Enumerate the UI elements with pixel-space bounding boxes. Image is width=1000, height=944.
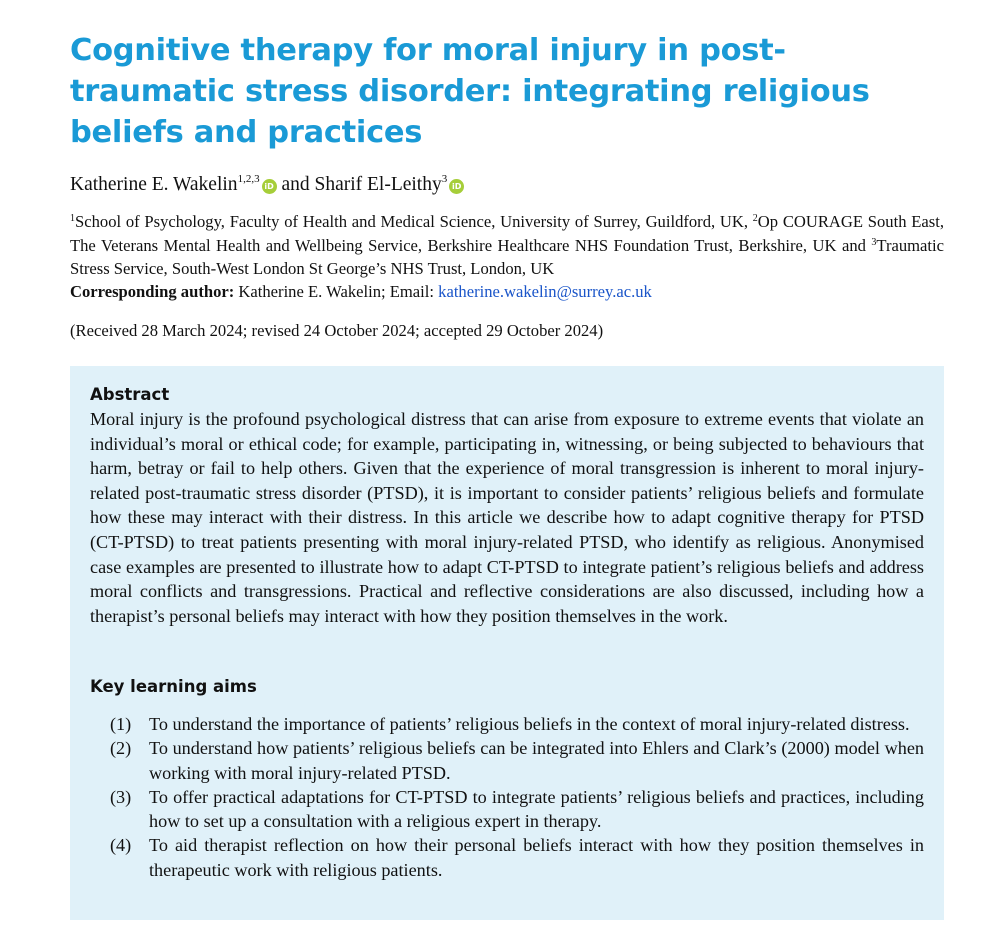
author-connector: and	[281, 174, 310, 195]
abstract-box	[70, 366, 944, 920]
author-name[interactable]: Sharif El-Leithy	[314, 174, 442, 195]
orcid-icon[interactable]: iD	[449, 179, 464, 194]
abstract-text: Moral injury is the profound psychological distress that can arise from exposure to extreme events that violate an individual’s moral or ethical code; for example, participating in, witnessing, or being subjected to behaviours that harm, betray or fail to help others. Given that the experience of moral transgression is inherent to moral injury-related post-traumatic stress disorder (PTSD), it is important to consider patients’ religious beliefs and formulate how these may interact with their distress. In this article we describe how to adapt cognitive therapy for PTSD (CT-PTSD) to treat patients presenting with moral injury-related PTSD, who identify as religious. Anonymised case examples are presented to illustrate how to adapt CT-PTSD to integrate patient’s religious beliefs and address moral conflicts and transgressions. Practical and reflective considerations are also discussed, including how a therapist’s personal beliefs may interact with how they position themselves in the work.	[90, 409, 924, 626]
affiliation-text: Traumatic Stress Service, South-West London St George’s NHS Trust, London, UK	[70, 235, 944, 278]
list-item	[110, 712, 924, 736]
list-item-number: (3)	[110, 786, 132, 807]
list-item-number: (1)	[110, 714, 132, 734]
affiliation-marker: 2	[752, 213, 758, 224]
list-item-text: To aid therapist reflection on how their personal beliefs interact with how they position themselves in therapeutic work with religious patients.	[149, 835, 924, 880]
author-affiliation-marker: 1,2,3	[237, 173, 260, 185]
list-item-text: To offer practical adaptations for CT-PTSD to integrate patients’ religious beliefs and practices, including how to set up a consultation with a religious expert in therapy.	[149, 786, 924, 832]
author-name[interactable]: Katherine E. Wakelin	[70, 174, 238, 195]
affiliation-text: School of Psychology, Faculty of Health and Medical Science, University of Surrey, Guildford, UK,	[75, 212, 753, 231]
author-affiliation-marker: 3	[441, 173, 448, 185]
email-link[interactable]: katherine.wakelin@surrey.ac.uk	[438, 282, 652, 301]
affiliation-marker: 3	[871, 236, 877, 248]
list-item	[110, 785, 924, 834]
aims-heading: Key learning aims	[90, 677, 257, 696]
orcid-icon[interactable]: iD	[262, 179, 277, 194]
affiliation-text: Op COURAGE South East, The Veterans Mental Health and Wellbeing Service, Berkshire Healthcare NHS Foundation Trust, Berkshire, UK and	[70, 212, 944, 255]
affiliation-marker: 1	[70, 213, 75, 224]
article-title: Cognitive therapy for moral injury in post-traumatic stress disorder: integrating religious beliefs and practices	[70, 33, 870, 150]
list-item-number: (2)	[110, 738, 132, 759]
aims-list	[110, 712, 924, 882]
corresponding-label: Corresponding author:	[70, 282, 235, 301]
abstract-heading: Abstract	[90, 385, 170, 404]
corresponding-text: Katherine E. Wakelin; Email:	[234, 282, 439, 301]
list-item-number: (4)	[110, 835, 132, 856]
author-list	[70, 172, 464, 198]
affiliations	[70, 210, 944, 281]
corresponding-author	[70, 280, 652, 303]
list-item	[110, 736, 924, 785]
list-item-text: To understand how patients’ religious beliefs can be integrated into Ehlers and Clark’s (2000) model when working with moral injury-related PTSD.	[149, 738, 924, 783]
list-item-text: To understand the importance of patients’ religious beliefs in the context of moral injury-related distress.	[149, 714, 910, 734]
publication-dates: (Received 28 March 2024; revised 24 October 2024; accepted 29 October 2024)	[70, 321, 604, 340]
list-item	[110, 833, 924, 882]
